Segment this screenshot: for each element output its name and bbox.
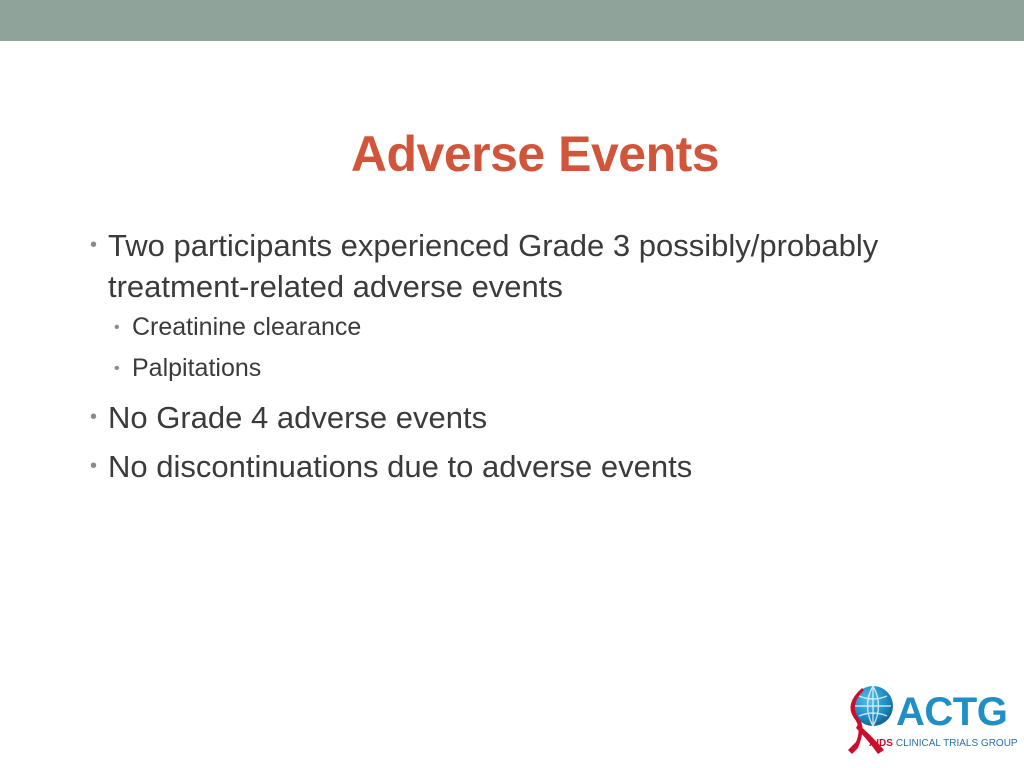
bullet-item <box>86 225 986 307</box>
bullet-item <box>86 446 986 487</box>
bullet-text: Two participants experienced Grade 3 possibly/probably treatment-related adverse events <box>108 228 879 304</box>
bullet-dot: • <box>114 360 120 377</box>
bullet-dot: • <box>114 319 120 336</box>
bullet-dot: • <box>90 406 98 428</box>
logo-tagline-prefix: AIDS <box>869 738 893 749</box>
sub-bullet-text: Creatinine clearance <box>132 313 362 341</box>
logo-tagline <box>869 738 1018 750</box>
actg-logo <box>840 684 1018 756</box>
top-banner-bar <box>0 0 1024 41</box>
bullet-dot: • <box>90 234 98 256</box>
logo-tagline-rest: CLINICAL TRIALS GROUP <box>895 738 1018 749</box>
bullet-text: No discontinuations due to adverse events <box>108 449 693 484</box>
bullet-item <box>86 397 986 438</box>
sub-bullet-text: Palpitations <box>132 354 262 382</box>
bullet-list <box>86 225 986 487</box>
bullet-text: No Grade 4 adverse events <box>108 400 488 435</box>
bullet-dot: • <box>90 455 98 477</box>
logo-wordmark: ACTG <box>896 690 1008 734</box>
sub-bullet-item <box>86 307 986 348</box>
slide-title: Adverse Events <box>350 126 720 182</box>
sub-bullet-item <box>86 348 986 389</box>
